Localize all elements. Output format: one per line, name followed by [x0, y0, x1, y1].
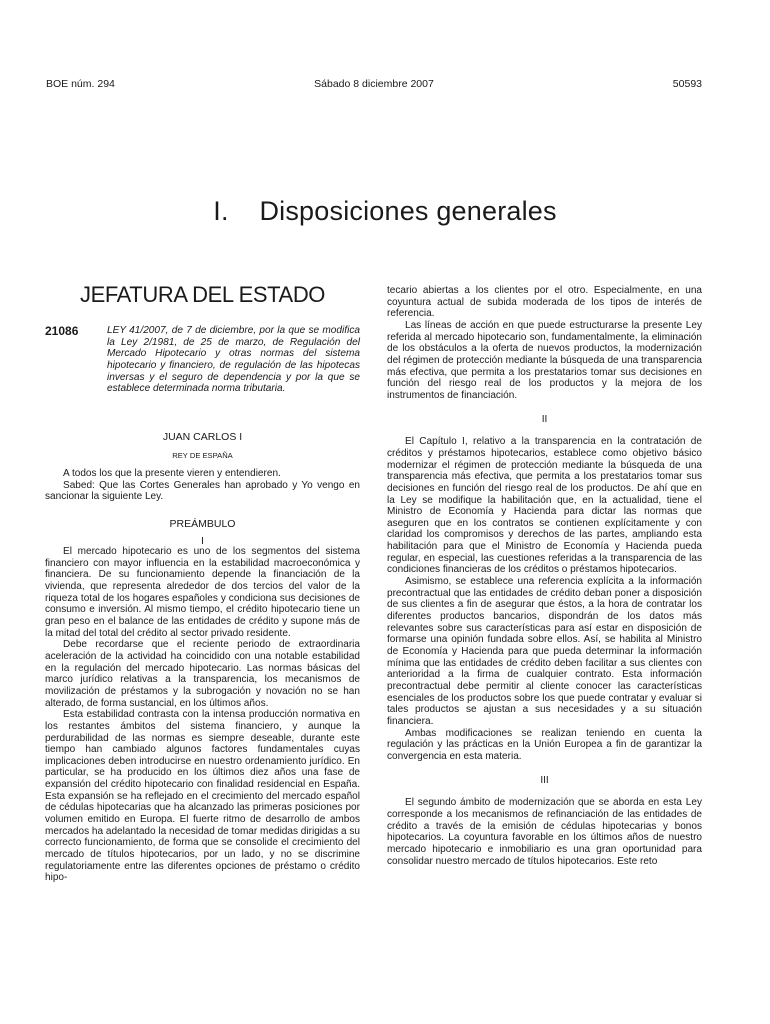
left-column — [45, 546, 360, 884]
law-number: 21086 — [45, 324, 79, 338]
paragraph: Esta estabilidad contrasta con la intensa producción normativa en los restantes ámbitos del sistema financiero, y aunque la perdurabilidad de las normas es siempre deseable, durante este tiempo han cambiado algunos factores fundamentales cuyas implicaciones deben introducirse en nuestro ordenamiento jurídico. En particular, se ha producido en los últimos diez años una fase de expansión del crédito hipotecario con finalidad residencial en España. Esta expansión se ha reflejado en el crecimiento del mercado español de cédulas hipotecarias que ha alcanzado las primeras posiciones por volumen emitido en Europa. El fuerte ritmo de desarrollo de ambos mercados ha adelantado la necesidad de tomar medidas dirigidas a su correcto funcionamiento, de forma que se consolide el crecimiento del mercado de títulos hipotecarios, por un lado, y no se discrimine regulatoriamente entre las diferentes opciones de préstamo o crédito hipo- — [45, 709, 360, 884]
section-numeral-ii: II — [541, 413, 548, 425]
preamble-heading: PREÁMBULO — [169, 518, 236, 530]
paragraph: El Capítulo I, relativo a la transparencia en la contratación de créditos y préstamos hipotecarios, establece como objetivo básico modernizar el régimen de protección mediante la búsqueda de una transparencia más efectiva, que permita a los prestatarios tomar sus decisiones en función del riesgo real de los productos. De ahí que en la Ley se modifique la habilitación que, en la actualidad, tiene el Ministro de Economía y Hacienda para dictar las normas que aseguren que en los contratos se contienen explícitamente y con claridad los compromisos y derechos de las partes, ampliando esta habilitación para que el Ministro de Economía y Hacienda pueda regular, en especial, las cuestiones referidas a la transparencia de las condiciones financieras de los créditos o préstamos hipotecarios. — [387, 436, 702, 576]
intro-line-2: Sabed: Que las Cortes Generales han aprobado y Yo vengo en sancionar la siguiente Ley. — [45, 479, 360, 503]
section-numeral-iii: III — [540, 774, 549, 786]
paragraph: Debe recordarse que el reciente periodo de extraordinaria aceleración de la actividad ha coincidido con una notable estabilidad en la regulación del mercado hipotecario. Las normas básicas del marco jurídico relativas a la transparencia, los mecanismos de movilización de préstamos y la subrogación y novación no se han alterado, de forma sustancial, en los últimos años. — [45, 639, 360, 709]
king-name: JUAN CARLOS I — [162, 431, 243, 443]
intro-line-1: A todos los que la presente vieren y entendieren. — [63, 468, 281, 479]
issue-date: Sábado 8 diciembre 2007 — [314, 78, 434, 90]
paragraph: El segundo ámbito de modernización que se aborda en esta Ley corresponde a los mecanismos de refinanciación de las entidades de crédito a través de la emisión de cédulas hipotecarias y bonos hipotecarios. La coyuntura favorable en los últimos años de nuestro mercado hipotecario e inmobiliario es una gran oportunidad para consolidar nuestro mercado de títulos hipotecarios. Este reto — [387, 797, 702, 867]
paragraph: El mercado hipotecario es uno de los segmentos del sistema financiero con mayor influencia en la estabilidad macroeconómica y financiera. De su funcionamiento depende la financiación de la vivienda, que representa alrededor de dos tercios del valor de la riqueza total de los hogares españoles y condiciona sus decisiones de consumo e inversión. Al mismo tiempo, el crédito hipotecario tiene un gran peso en el balance de las entidades de crédito y supone más de la mitad del total del crédito al sector privado residente. — [45, 546, 360, 639]
paragraph: Ambas modificaciones se realizan teniendo en cuenta la regulación y las prácticas en la Unión Europea a fin de garantizar la convergencia en esta materia. — [387, 727, 702, 762]
page-number: 50593 — [672, 78, 702, 90]
law-title: LEY 41/2007, de 7 de diciembre, por la que se modifica la Ley 2/1981, de 25 de marzo, de Regulación del Mercado Hipotecario y otras normas del sistema hipotecario y financiero, de regulación de las hipotecas inversas y el seguro de dependencia y por la que se establece determinada norma tributaria. — [107, 325, 360, 395]
section-title: I. Disposiciones generales — [213, 196, 557, 226]
department-heading: JEFATURA DEL ESTADO — [79, 282, 326, 307]
gazette-number: BOE núm. 294 — [46, 78, 115, 90]
king-title: REY DE ESPAÑA — [172, 451, 233, 460]
section-numeral-i: I — [201, 535, 204, 547]
paragraph: Las líneas de acción en que puede estructurarse la presente Ley referida al mercado hipotecario son, fundamentalmente, la eliminación de los obstáculos a la oferta de nuevos productos, la modernización del régimen de protección mediante la búsqueda de una transparencia más efectiva, que permita a los prestatarios tomar sus decisiones en función del riesgo real de los productos y la mejora de los instrumentos de financiación. — [387, 319, 702, 401]
paragraph: Asimismo, se establece una referencia explícita a la información precontractual que las entidades de crédito deban poner a disposición de sus clientes a fin de asegurar que éstos, a la hora de contratar los diferentes productos bancarios, dispondrán de los datos más relevantes sobre sus características para así estar en disposición de formarse una opinión fundada sobre ellos. Así, se habilita al Ministro de Economía y Hacienda para que pueda determinar la información mínima que las entidades de crédito deben facilitar a sus clientes con anterioridad a la firma de cualquier contrato. Esta información precontractual debe permitir al cliente conocer las características esenciales de los productos sobre los que puede contratar y evaluar si tales productos se ajustan a sus necesidades y a su situación financiera. — [387, 576, 702, 727]
paragraph-continuation: tecario abiertas a los clientes por el otro. Especialmente, en una coyuntura actual de subida moderada de los tipos de interés de referencia. — [387, 285, 702, 320]
right-column — [387, 285, 702, 867]
page-header — [46, 78, 702, 92]
intro-formula — [45, 468, 360, 503]
